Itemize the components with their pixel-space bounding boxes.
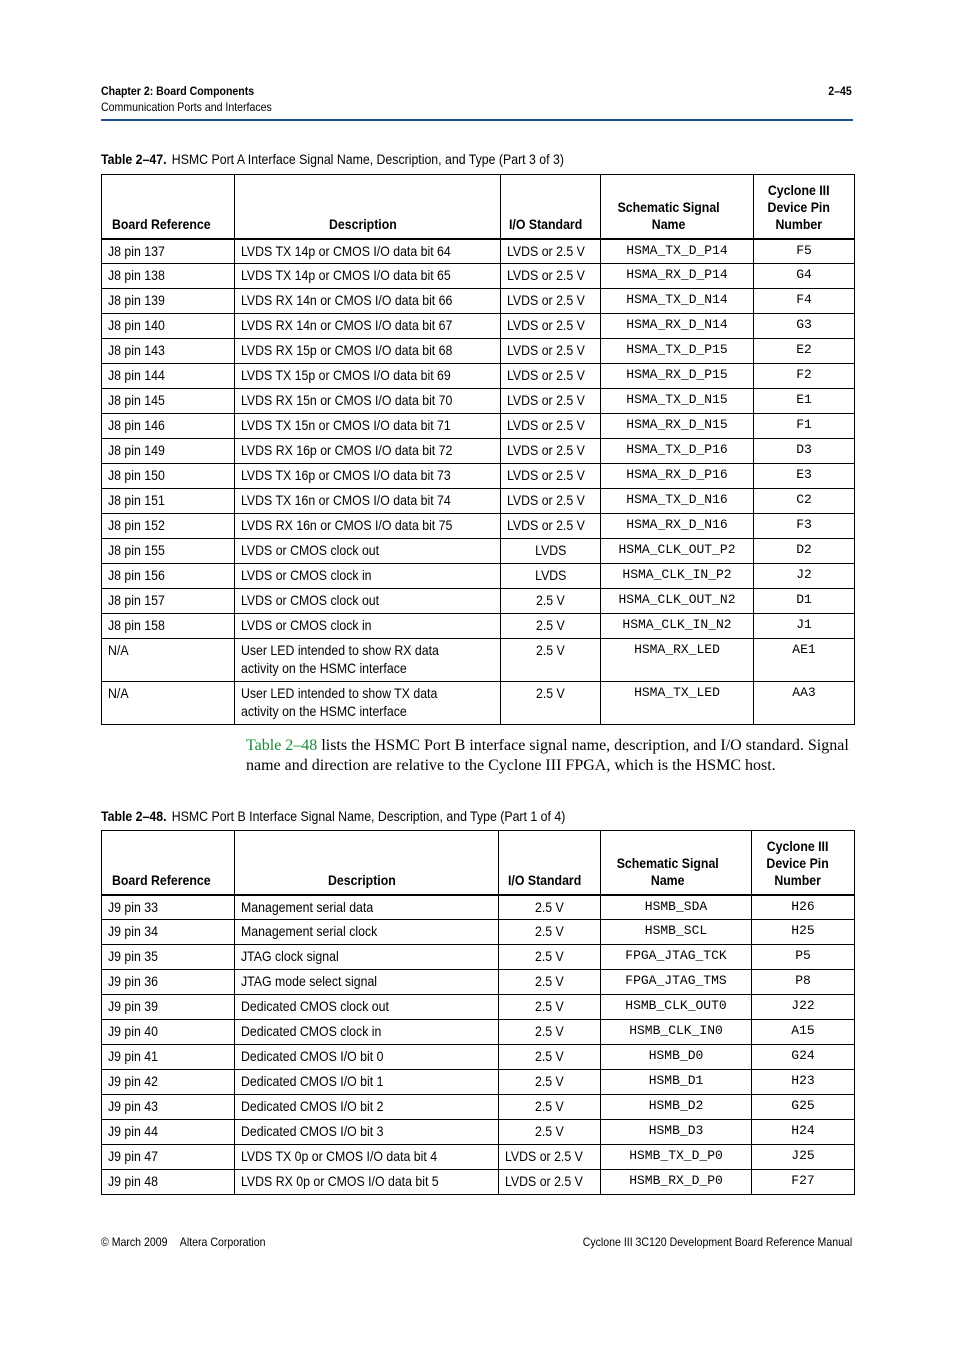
io-standard-cell: 2.5 V	[499, 920, 601, 945]
table-2-48-caption	[101, 808, 565, 824]
signal-name-cell: HSMB_CLK_IN0	[601, 1020, 752, 1045]
io-standard-cell: LVDS or 2.5 V	[501, 514, 601, 539]
col-device-pin-number: Cyclone III Device Pin Number	[752, 831, 855, 895]
table-row	[102, 364, 855, 389]
col-schematic-signal-name: Schematic Signal Name	[601, 175, 754, 239]
table-row	[102, 920, 855, 945]
signal-name-cell: HSMA_CLK_IN_P2	[601, 564, 754, 589]
description-cell: Management serial clock	[235, 920, 499, 945]
board-reference-cell: J9 pin 47	[102, 1145, 235, 1170]
io-standard-cell: 2.5 V	[501, 682, 601, 725]
io-standard-cell: 2.5 V	[499, 1095, 601, 1120]
pin-number-cell: G24	[752, 1045, 855, 1070]
col-board-reference: Board Reference	[102, 175, 235, 239]
table-row	[102, 1020, 855, 1045]
signal-name-cell: HSMA_RX_D_P14	[601, 264, 754, 289]
pin-number-cell: E3	[754, 464, 855, 489]
board-reference-cell: N/A	[102, 682, 235, 725]
signal-name-cell: HSMA_RX_D_N14	[601, 314, 754, 339]
pin-number-cell: J1	[754, 614, 855, 639]
pin-number-cell: F27	[752, 1170, 855, 1195]
col-device-pin-number: Cyclone III Device Pin Number	[754, 175, 855, 239]
description-cell: LVDS TX 15n or CMOS I/O data bit 71	[235, 414, 501, 439]
io-standard-cell: LVDS or 2.5 V	[501, 239, 601, 264]
io-standard-cell: LVDS or 2.5 V	[501, 339, 601, 364]
description-cell: Dedicated CMOS clock out	[235, 995, 499, 1020]
signal-name-cell: HSMA_CLK_OUT_P2	[601, 539, 754, 564]
board-reference-cell: J8 pin 158	[102, 614, 235, 639]
io-standard-cell: LVDS or 2.5 V	[501, 389, 601, 414]
table-row	[102, 564, 855, 589]
pin-number-cell: P8	[752, 970, 855, 995]
table-row	[102, 1120, 855, 1145]
table-row	[102, 639, 855, 682]
pin-number-cell: C2	[754, 489, 855, 514]
manual-title: Cyclone III 3C120 Development Board Reference Manual	[582, 1235, 852, 1249]
description-cell: JTAG mode select signal	[235, 970, 499, 995]
table-row	[102, 1095, 855, 1120]
table-row	[102, 945, 855, 970]
pin-number-cell: J25	[752, 1145, 855, 1170]
description-cell: LVDS TX 14p or CMOS I/O data bit 64	[235, 239, 501, 264]
signal-name-cell: HSMB_SDA	[601, 895, 752, 920]
board-reference-cell: J8 pin 143	[102, 339, 235, 364]
description-cell: LVDS TX 14p or CMOS I/O data bit 65	[235, 264, 501, 289]
signal-name-cell: HSMA_TX_D_P14	[601, 239, 754, 264]
description-cell: LVDS or CMOS clock in	[235, 614, 501, 639]
pin-number-cell: D3	[754, 439, 855, 464]
company: Altera Corporation	[179, 1235, 266, 1249]
table-title: HSMC Port A Interface Signal Name, Description, and Type (Part 3 of 3)	[171, 151, 564, 167]
table-row	[102, 895, 855, 920]
table-2-48	[101, 830, 855, 1195]
signal-name-cell: HSMB_D0	[601, 1045, 752, 1070]
io-standard-cell: LVDS or 2.5 V	[501, 289, 601, 314]
board-reference-cell: J9 pin 33	[102, 895, 235, 920]
description-cell: LVDS TX 16n or CMOS I/O data bit 74	[235, 489, 501, 514]
description-cell: LVDS RX 14n or CMOS I/O data bit 67	[235, 314, 501, 339]
signal-name-cell: HSMA_TX_D_P15	[601, 339, 754, 364]
description-cell: LVDS RX 0p or CMOS I/O data bit 5	[235, 1170, 499, 1195]
signal-name-cell: HSMB_D2	[601, 1095, 752, 1120]
table-row	[102, 539, 855, 564]
board-reference-cell: J8 pin 138	[102, 264, 235, 289]
io-standard-cell: LVDS or 2.5 V	[501, 414, 601, 439]
col-board-reference: Board Reference	[102, 831, 235, 895]
board-reference-cell: J9 pin 39	[102, 995, 235, 1020]
description-cell: User LED intended to show TX data activity on the HSMC interface	[235, 682, 501, 725]
signal-name-cell: HSMB_RX_D_P0	[601, 1170, 752, 1195]
io-standard-cell: 2.5 V	[501, 589, 601, 614]
io-standard-cell: LVDS or 2.5 V	[501, 464, 601, 489]
description-cell: LVDS RX 16p or CMOS I/O data bit 72	[235, 439, 501, 464]
col-description: Description	[235, 831, 499, 895]
description-cell: Dedicated CMOS clock in	[235, 1020, 499, 1045]
io-standard-cell: LVDS or 2.5 V	[501, 489, 601, 514]
io-standard-cell: LVDS or 2.5 V	[501, 364, 601, 389]
table-number: Table 2–48.	[101, 808, 167, 824]
pin-number-cell: H25	[752, 920, 855, 945]
board-reference-cell: J8 pin 152	[102, 514, 235, 539]
io-standard-cell: 2.5 V	[499, 995, 601, 1020]
pin-number-cell: F3	[754, 514, 855, 539]
signal-name-cell: HSMA_TX_D_N14	[601, 289, 754, 314]
pin-number-cell: J22	[752, 995, 855, 1020]
pin-number-cell: E1	[754, 389, 855, 414]
description-cell: LVDS RX 15p or CMOS I/O data bit 68	[235, 339, 501, 364]
description-cell: LVDS RX 16n or CMOS I/O data bit 75	[235, 514, 501, 539]
board-reference-cell: J8 pin 137	[102, 239, 235, 264]
board-reference-cell: J8 pin 146	[102, 414, 235, 439]
signal-name-cell: HSMA_TX_D_P16	[601, 439, 754, 464]
description-cell: User LED intended to show RX data activity on the HSMC interface	[235, 639, 501, 682]
board-reference-cell: J8 pin 156	[102, 564, 235, 589]
description-cell: LVDS TX 0p or CMOS I/O data bit 4	[235, 1145, 499, 1170]
pin-number-cell: A15	[752, 1020, 855, 1045]
board-reference-cell: J8 pin 140	[102, 314, 235, 339]
table-header-row	[102, 831, 855, 895]
pin-number-cell: H23	[752, 1070, 855, 1095]
table-row	[102, 339, 855, 364]
pin-number-cell: F4	[754, 289, 855, 314]
page-footer-left	[101, 1235, 266, 1249]
table-row	[102, 589, 855, 614]
table-2-47	[101, 174, 855, 725]
board-reference-cell: J8 pin 145	[102, 389, 235, 414]
pin-number-cell: F1	[754, 414, 855, 439]
pin-number-cell: G25	[752, 1095, 855, 1120]
signal-name-cell: FPGA_JTAG_TCK	[601, 945, 752, 970]
board-reference-cell: J8 pin 157	[102, 589, 235, 614]
col-description: Description	[235, 175, 501, 239]
description-cell: Dedicated CMOS I/O bit 1	[235, 1070, 499, 1095]
pin-number-cell: D2	[754, 539, 855, 564]
board-reference-cell: J8 pin 144	[102, 364, 235, 389]
table-title: HSMC Port B Interface Signal Name, Description, and Type (Part 1 of 4)	[171, 808, 566, 824]
table-row	[102, 314, 855, 339]
description-cell: LVDS TX 16p or CMOS I/O data bit 73	[235, 464, 501, 489]
chapter-title: Chapter 2: Board Components	[101, 84, 255, 98]
table-row	[102, 514, 855, 539]
signal-name-cell: HSMB_D3	[601, 1120, 752, 1145]
pin-number-cell: H26	[752, 895, 855, 920]
pin-number-cell: G3	[754, 314, 855, 339]
paragraph-text: lists the HSMC Port B interface signal name, description, and I/O standard. Signal name and direction are relative to the Cyclone III FPGA, which is the HSMC host.	[246, 737, 849, 774]
col-schematic-signal-name: Schematic Signal Name	[601, 831, 752, 895]
table-row	[102, 1045, 855, 1070]
pin-number-cell: P5	[752, 945, 855, 970]
table-row	[102, 682, 855, 725]
board-reference-cell: J9 pin 42	[102, 1070, 235, 1095]
io-standard-cell: LVDS or 2.5 V	[499, 1145, 601, 1170]
pin-number-cell: AE1	[754, 639, 855, 682]
description-cell: JTAG clock signal	[235, 945, 499, 970]
page-number: 2–45	[828, 84, 852, 98]
pin-number-cell: G4	[754, 264, 855, 289]
pin-number-cell: F5	[754, 239, 855, 264]
description-cell: Dedicated CMOS I/O bit 0	[235, 1045, 499, 1070]
board-reference-cell: J9 pin 36	[102, 970, 235, 995]
description-cell: Management serial data	[235, 895, 499, 920]
io-standard-cell: LVDS or 2.5 V	[501, 439, 601, 464]
io-standard-cell: 2.5 V	[499, 895, 601, 920]
description-cell: LVDS or CMOS clock out	[235, 539, 501, 564]
table-row	[102, 1145, 855, 1170]
board-reference-cell: J9 pin 34	[102, 920, 235, 945]
table-row	[102, 1170, 855, 1195]
board-reference-cell: J9 pin 44	[102, 1120, 235, 1145]
pin-number-cell: D1	[754, 589, 855, 614]
signal-name-cell: HSMA_RX_D_P16	[601, 464, 754, 489]
board-reference-cell: J8 pin 151	[102, 489, 235, 514]
signal-name-cell: HSMA_TX_D_N15	[601, 389, 754, 414]
table-row	[102, 264, 855, 289]
table-row	[102, 1070, 855, 1095]
signal-name-cell: HSMA_TX_LED	[601, 682, 754, 725]
io-standard-cell: LVDS	[501, 539, 601, 564]
table-row	[102, 970, 855, 995]
description-cell: LVDS or CMOS clock in	[235, 564, 501, 589]
signal-name-cell: HSMA_RX_D_N16	[601, 514, 754, 539]
copyright: © March 2009	[101, 1235, 168, 1249]
io-standard-cell: LVDS or 2.5 V	[499, 1170, 601, 1195]
table-row	[102, 414, 855, 439]
table-row	[102, 239, 855, 264]
table-header-row	[102, 175, 855, 239]
table-row	[102, 995, 855, 1020]
io-standard-cell: LVDS	[501, 564, 601, 589]
board-reference-cell: J9 pin 41	[102, 1045, 235, 1070]
board-reference-cell: J8 pin 150	[102, 464, 235, 489]
io-standard-cell: 2.5 V	[499, 1020, 601, 1045]
description-cell: LVDS RX 14n or CMOS I/O data bit 66	[235, 289, 501, 314]
signal-name-cell: HSMB_CLK_OUT0	[601, 995, 752, 1020]
table-row	[102, 389, 855, 414]
signal-name-cell: HSMB_SCL	[601, 920, 752, 945]
description-cell: LVDS RX 15n or CMOS I/O data bit 70	[235, 389, 501, 414]
io-standard-cell: 2.5 V	[499, 1070, 601, 1095]
signal-name-cell: FPGA_JTAG_TMS	[601, 970, 752, 995]
board-reference-cell: J8 pin 155	[102, 539, 235, 564]
io-standard-cell: LVDS or 2.5 V	[501, 264, 601, 289]
signal-name-cell: HSMA_TX_D_N16	[601, 489, 754, 514]
header-rule	[101, 119, 853, 121]
signal-name-cell: HSMA_RX_D_P15	[601, 364, 754, 389]
section-title: Communication Ports and Interfaces	[101, 100, 272, 114]
board-reference-cell: J8 pin 149	[102, 439, 235, 464]
io-standard-cell: LVDS or 2.5 V	[501, 314, 601, 339]
board-reference-cell: J8 pin 139	[102, 289, 235, 314]
io-standard-cell: 2.5 V	[499, 945, 601, 970]
body-paragraph	[246, 736, 854, 776]
signal-name-cell: HSMA_CLK_OUT_N2	[601, 589, 754, 614]
board-reference-cell: J9 pin 35	[102, 945, 235, 970]
board-reference-cell: N/A	[102, 639, 235, 682]
table-row	[102, 489, 855, 514]
pin-number-cell: F2	[754, 364, 855, 389]
table-2-47-caption	[101, 151, 564, 167]
pin-number-cell: J2	[754, 564, 855, 589]
description-cell: Dedicated CMOS I/O bit 2	[235, 1095, 499, 1120]
table-row	[102, 289, 855, 314]
signal-name-cell: HSMB_D1	[601, 1070, 752, 1095]
board-reference-cell: J9 pin 40	[102, 1020, 235, 1045]
signal-name-cell: HSMA_RX_LED	[601, 639, 754, 682]
col-io-standard: I/O Standard	[499, 831, 601, 895]
io-standard-cell: 2.5 V	[499, 970, 601, 995]
io-standard-cell: 2.5 V	[499, 1045, 601, 1070]
description-cell: LVDS TX 15p or CMOS I/O data bit 69	[235, 364, 501, 389]
board-reference-cell: J9 pin 48	[102, 1170, 235, 1195]
signal-name-cell: HSMA_CLK_IN_N2	[601, 614, 754, 639]
pin-number-cell: H24	[752, 1120, 855, 1145]
table-row	[102, 464, 855, 489]
signal-name-cell: HSMA_RX_D_N15	[601, 414, 754, 439]
table-row	[102, 614, 855, 639]
pin-number-cell: AA3	[754, 682, 855, 725]
description-cell: Dedicated CMOS I/O bit 3	[235, 1120, 499, 1145]
table-2-48-link[interactable]: Table 2–48	[246, 737, 318, 754]
col-io-standard: I/O Standard	[501, 175, 601, 239]
board-reference-cell: J9 pin 43	[102, 1095, 235, 1120]
table-row	[102, 439, 855, 464]
io-standard-cell: 2.5 V	[501, 614, 601, 639]
pin-number-cell: E2	[754, 339, 855, 364]
io-standard-cell: 2.5 V	[499, 1120, 601, 1145]
table-number: Table 2–47.	[101, 151, 167, 167]
io-standard-cell: 2.5 V	[501, 639, 601, 682]
description-cell: LVDS or CMOS clock out	[235, 589, 501, 614]
signal-name-cell: HSMB_TX_D_P0	[601, 1145, 752, 1170]
